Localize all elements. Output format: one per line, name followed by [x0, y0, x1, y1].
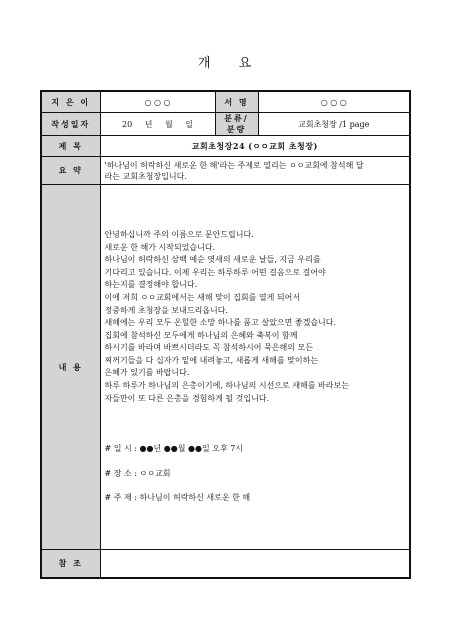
content-line: 새로운 한 해가 시작되었습니다.: [104, 242, 216, 252]
content-line: 하는지를 결정해야 합니다.: [104, 280, 198, 290]
content-line: 하시기를 바라며 바쁘시더라도 꼭 참석하시어 묵은해의 모든: [104, 343, 313, 353]
document-title: 개 요: [197, 56, 253, 71]
subject-label: 제 목: [41, 136, 100, 157]
category-label: 분류/분량: [215, 113, 258, 136]
content-line: 집회에 참석하신 모두에게 하나님의 은혜와 축복이 함께: [104, 330, 298, 340]
date-label: 작성일자: [41, 113, 100, 136]
summary-line: '하나님이 허락하신 새로운 한 해'라는 주제로 열리는 ㅇㅇ교회에 참석해 달: [104, 160, 364, 170]
summary-line: 라는 교회초청장입니다.: [104, 171, 187, 181]
author-value: ○ ○ ○: [100, 91, 215, 113]
content-line: 찌꺼기들을 다 십자가 밑에 내려놓고, 새롭게 새해를 맞이하는: [104, 355, 319, 365]
author-label: 지 은 이: [41, 91, 100, 113]
content-line: 안녕하십니까 주의 이름으로 문안드립니다.: [104, 229, 254, 239]
content-label: 내 용: [41, 185, 100, 550]
event-theme: # 주 제 : 하나님이 허락하신 새로운 한 해: [104, 493, 251, 503]
category-value: 교회초청장 /1 page: [258, 113, 410, 136]
subject-value: 교회초청장24 (ㅇㅇ교회 초청장): [100, 136, 410, 157]
event-place: # 장 소 : ㅇㅇ교회: [104, 468, 171, 478]
content-line: 자들만이 또 다른 은총을 경험하게 될 것입니다.: [104, 393, 270, 403]
event-date: # 일 시 : ●●년 ●●월 ●●일 오후 7시: [104, 444, 244, 454]
content-line: 은혜가 있기를 바랍니다.: [104, 368, 190, 378]
date-value: 20 년 월 일: [100, 113, 215, 136]
reference-label: 참 조: [41, 550, 100, 579]
content-line: 기다리고 있습니다. 이제 우리는 하루하루 어떤 걸음으로 걸어야: [104, 267, 326, 277]
content-line: 하루 하루가 하나님의 은총이기에, 하나님의 시선으로 새해를 바라보는: [104, 381, 349, 391]
signature-value: ○ ○ ○: [258, 91, 410, 113]
summary-value: [100, 157, 410, 185]
signature-label: 서 명: [215, 91, 258, 113]
reference-value: [100, 550, 410, 579]
content-line: 이에 저희 ㅇㅇ교회에서는 새해 맞이 집회를 열게 되어서: [104, 292, 301, 302]
content-body: [100, 185, 410, 550]
content-line: 새해에는 우리 모두 온힐한 소망 하나를 품고 살았으면 좋겠습니다.: [104, 318, 337, 328]
summary-label: 요 약: [41, 157, 100, 185]
content-line: 하나님이 허락하신 삼백 예순 엿새의 새로운 날들, 지금 우리를: [104, 255, 321, 265]
event-info: [105, 443, 406, 505]
overview-form: [40, 90, 411, 579]
content-line: 정중하게 초청장을 보내드리옵니다.: [104, 305, 229, 315]
